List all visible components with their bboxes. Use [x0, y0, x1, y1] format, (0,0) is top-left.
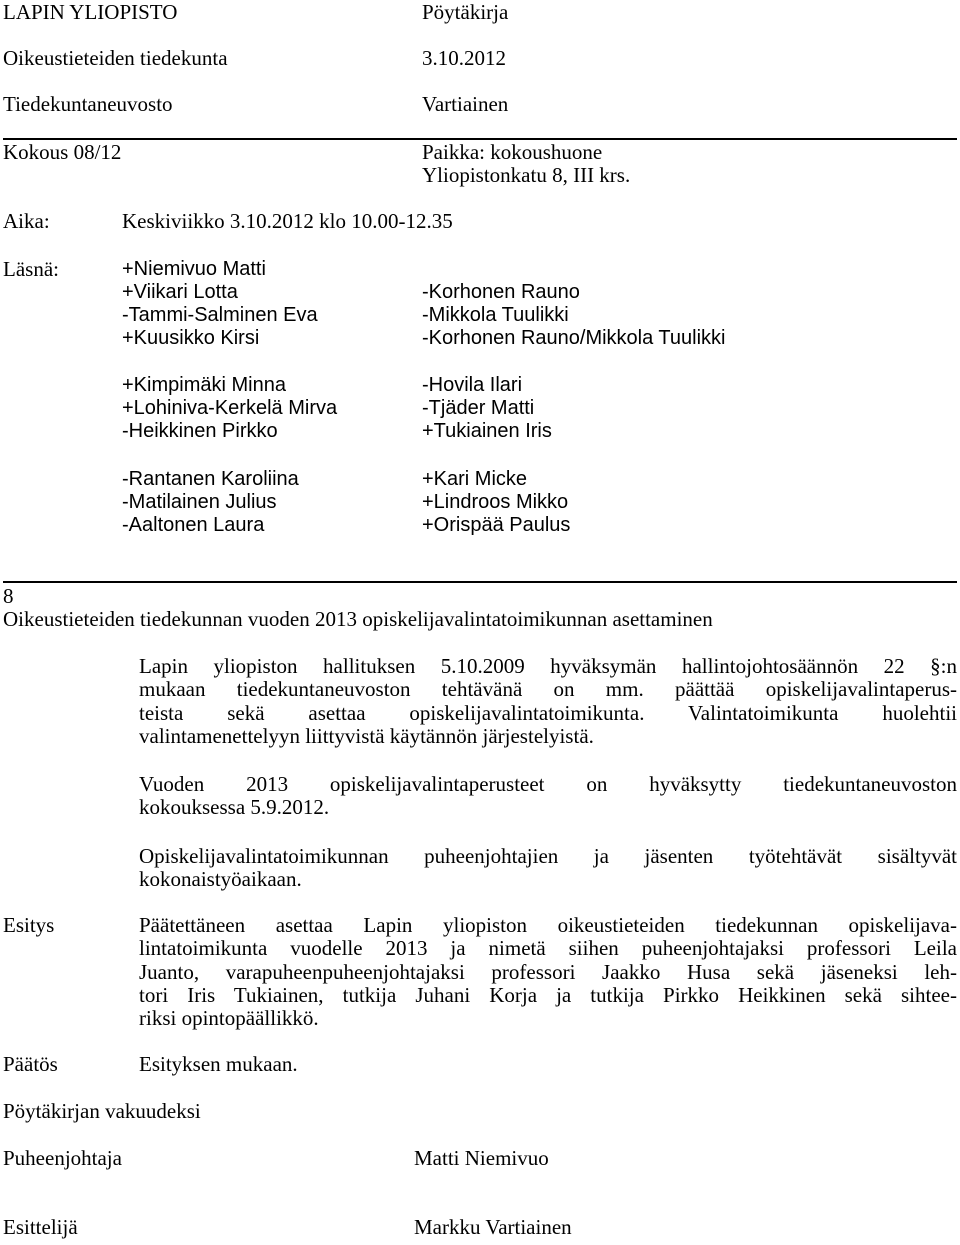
signatures-heading: Pöytäkirjan vakuudeksi — [3, 1099, 201, 1123]
paragraph-line: riksi opintopäällikkö. — [139, 1006, 319, 1031]
paragraph-line: kokouksessa 5.9.2012. — [139, 795, 330, 820]
workload-paragraph — [139, 845, 957, 892]
attendee-right: -Hovila Ilari — [422, 374, 523, 396]
attendee-left: +Niemivuo Matti — [122, 258, 266, 280]
attendee-right: -Mikkola Tuulikki — [422, 304, 569, 326]
time-label: Aika: — [3, 209, 50, 233]
faculty-name: Oikeustieteiden tiedekunta — [3, 46, 228, 70]
decision-text: Esityksen mukaan. — [139, 1052, 298, 1076]
time-value: Keskiviikko 3.10.2012 klo 10.00-12.35 — [122, 209, 453, 233]
attendee-left: -Heikkinen Pirkko — [122, 420, 278, 442]
document-date: 3.10.2012 — [422, 46, 506, 70]
paragraph-line: Päätettäneen asettaa Lapin yliopiston oikeustieteiden tiedekunnan opiskelijava- — [139, 913, 957, 937]
attendee-right: -Tjäder Matti — [422, 397, 535, 419]
university-name: LAPIN YLIOPISTO — [3, 0, 178, 24]
meeting-number: Kokous 08/12 — [3, 140, 122, 164]
paragraph-line: valintamenettelyyn liittyvistä käytännön järjestelyistä. — [139, 723, 594, 748]
document-type: Pöytäkirja — [422, 0, 509, 24]
chair-label: Puheenjohtaja — [3, 1146, 122, 1170]
paragraph-line: lintatoimikunta vuodelle 2013 ja nimetä siihen puheenjohtajaksi professori Leila — [139, 936, 957, 961]
paragraph-line: Opiskelijavalintatoimikunnan puheenjohtajien ja jäsenten työtehtävät sisältyvät — [139, 844, 957, 868]
presenter-label: Esittelijä — [3, 1215, 78, 1239]
attendee-left: -Rantanen Karoliina — [122, 468, 299, 490]
item-title: Oikeustieteiden tiedekunnan vuoden 2013 opiskelijavalintatoimikunnan asettaminen — [3, 607, 713, 631]
paragraph-line: tori Iris Tukiainen, tutkija Juhani Korja ja tutkija Pirkko Heikkinen sekä sihtee- — [139, 982, 957, 1007]
proposal-paragraph — [139, 914, 957, 1030]
attendee-left: +Lohiniva-Kerkelä Mirva — [122, 397, 338, 419]
paragraph-line: Lapin yliopiston hallituksen 5.10.2009 hyväksymän hallintojohtosäännön 22 §:n — [139, 654, 957, 678]
attendee-right: -Korhonen Rauno/Mikkola Tuulikki — [422, 327, 726, 349]
proposal-label: Esitys — [3, 913, 55, 937]
decision-label: Päätös — [3, 1052, 58, 1076]
attendee-left: -Matilainen Julius — [122, 491, 277, 513]
attendee-left: +Kuusikko Kirsi — [122, 327, 260, 349]
paragraph-line: teista sekä asettaa opiskelijavalintatoimikunta. Valintatoimikunta huolehtii — [139, 700, 957, 725]
attendee-left: -Tammi-Salminen Eva — [122, 304, 318, 326]
attendance-label: Läsnä: — [3, 257, 59, 281]
attendee-right: +Lindroos Mikko — [422, 491, 569, 513]
chair-name: Matti Niemivuo — [414, 1146, 549, 1170]
meeting-place-line2: Yliopistonkatu 8, III krs. — [422, 163, 631, 187]
item-number: 8 — [3, 584, 14, 608]
presenter-name: Markku Vartiainen — [414, 1215, 572, 1239]
attendee-left: +Viikari Lotta — [122, 281, 238, 303]
paragraph-line: kokonaistyöaikaan. — [139, 867, 302, 892]
attendee-right: +Kari Micke — [422, 468, 528, 490]
background-paragraph — [139, 655, 957, 748]
attendee-right: -Korhonen Rauno — [422, 281, 580, 303]
attendee-right: +Tukiainen Iris — [422, 420, 552, 442]
paragraph-line: Vuoden 2013 opiskelijavalintaperusteet on hyväksytty tiedekuntaneuvoston — [139, 772, 957, 796]
item-rule — [3, 581, 957, 583]
attendee-right: +Orispää Paulus — [422, 514, 571, 536]
attendee-left: +Kimpimäki Minna — [122, 374, 286, 396]
criteria-paragraph — [139, 773, 957, 820]
attendee-left: -Aaltonen Laura — [122, 514, 265, 536]
paragraph-line: mukaan tiedekuntaneuvoston tehtävänä on mm. päättää opiskelijavalintaperus- — [139, 677, 957, 702]
document-author: Vartiainen — [422, 92, 509, 116]
paragraph-line: Juanto, varapuheenpuheenjohtajaksi professori Jaakko Husa sekä jäseneksi leh- — [139, 959, 957, 984]
governing-body: Tiedekuntaneuvosto — [3, 92, 173, 116]
meeting-place-line1: Paikka: kokoushuone — [422, 140, 603, 164]
